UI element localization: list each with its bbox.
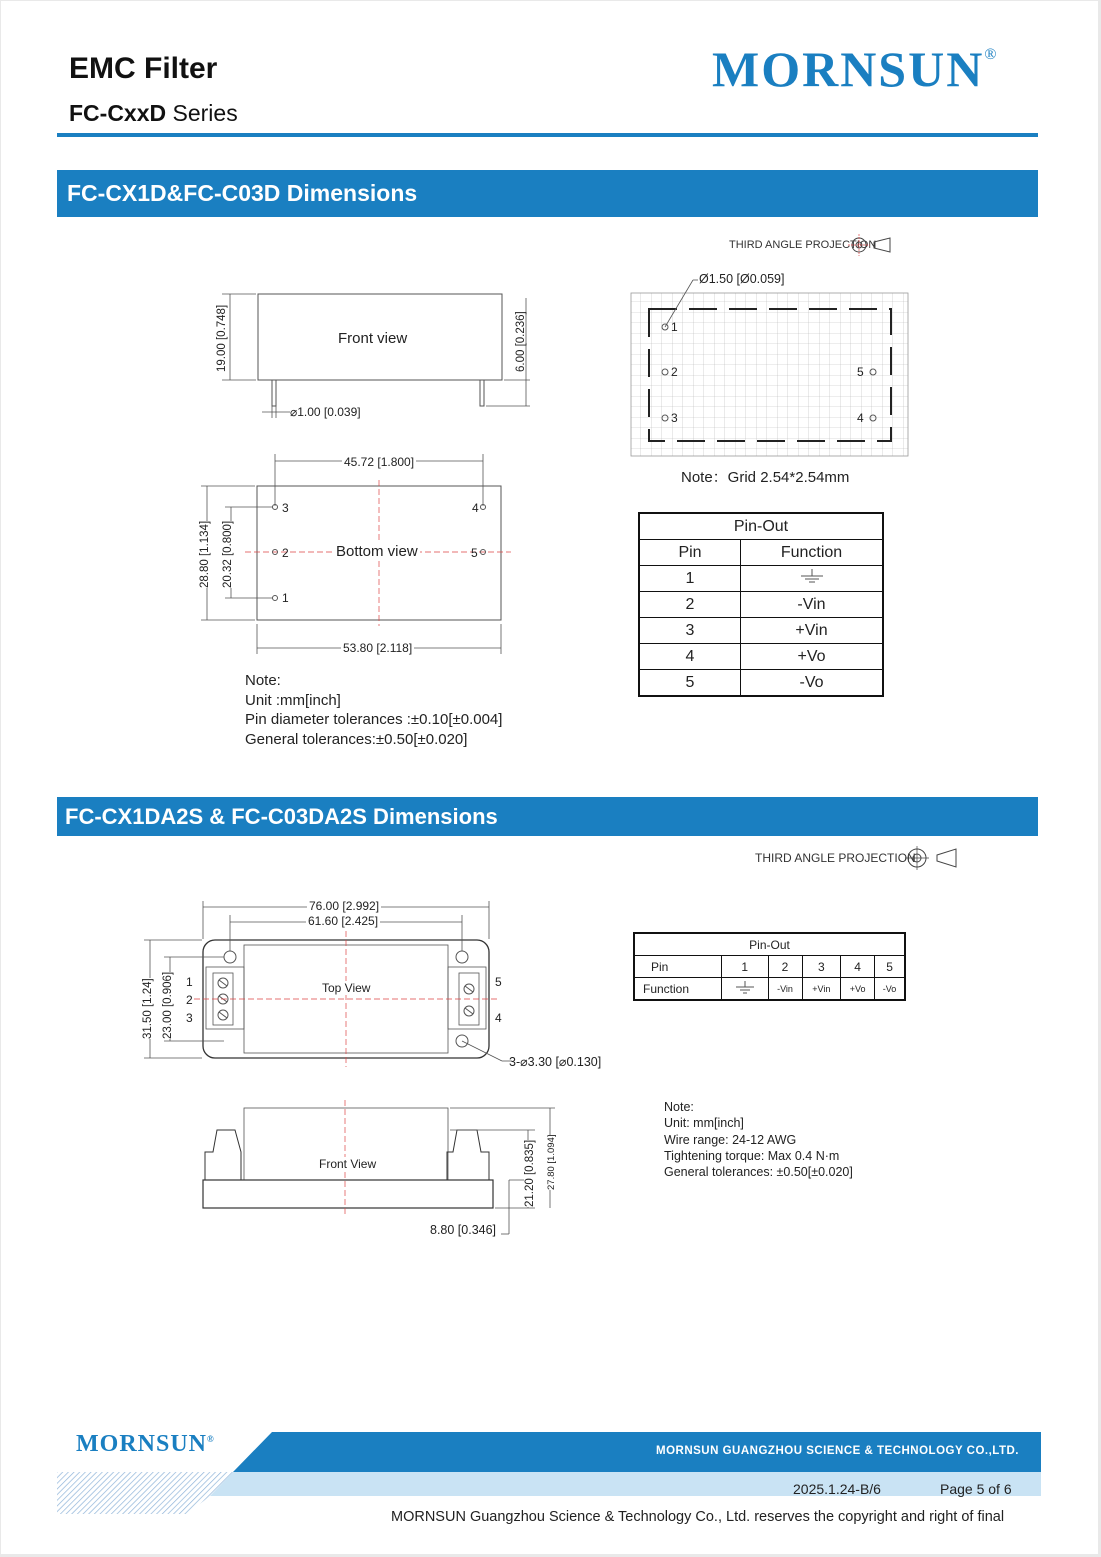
hole-span-dim: 23.00 [0.906] [162,971,174,1039]
footer-logo-text: MORNSUN [76,1431,207,1457]
registered-mark: ® [207,1434,215,1444]
pinout-header-pin: Pin [639,540,741,566]
pinout-function: -Vo [875,978,905,1001]
body-height-dim: 21.20 [0.835] [524,1139,536,1207]
pin-diameter-dim: ⌀1.00 [0.039] [290,405,361,419]
mount-holes-dim: 3-⌀3.30 [⌀0.130] [509,1055,602,1069]
pinout-function: -Vo [741,670,884,697]
bottom-pin-label: 5 [471,546,478,560]
pinout-caption: Pin-Out [639,513,883,540]
pinout-function: +Vin [741,618,884,644]
page [1,1,1098,1554]
pinout-header-function: Function [741,540,884,566]
pin-length-dim: 6.00 [0.236] [515,311,527,372]
section1-notes [245,671,502,749]
pinout-pin: 2 [768,956,802,978]
pinout-table [638,512,884,697]
pinout-pin: 2 [639,592,741,618]
note-line: General tolerances: ±0.50[±0.020] [664,1165,853,1180]
front-view-2-label: Front View [319,1157,377,1171]
overall-width-dim: 76.00 [2.992] [309,899,380,913]
pinout-function: +Vo [741,644,884,670]
bottom-width-dim: 53.80 [2.118] [343,641,413,655]
note-line: Pin diameter tolerances :±0.10[±0.004] [245,711,503,728]
bottom-pin-label: 4 [472,501,479,515]
pinout-pin: 5 [875,956,905,978]
bottom-pin-span-dim: 20.32 [0.800] [222,520,234,588]
terminal-label: 3 [186,1011,193,1025]
pinout-row-pin-label: Pin [634,956,722,978]
pinout-function [722,978,769,1001]
base-height-dim: 8.80 [0.346] [430,1223,497,1237]
terminal-label: 1 [186,975,193,989]
bottom-height-dim: 28.80 [1.134] [199,520,211,588]
grid-pin-label: 4 [857,411,864,425]
hole-diameter-dim: Ø1.50 [Ø0.059] [699,272,785,286]
registered-mark: ® [984,46,999,63]
front-height-dim: 19.00 [0.748] [216,304,228,372]
note-line: Note: [664,1100,694,1114]
grid-pin-label: 5 [857,365,864,379]
series-name [69,100,238,127]
note-line: Unit: mm[inch] [664,1116,744,1131]
bottom-pin-label: 2 [282,546,289,560]
section-title-bar: FC-CX1D&FC-C03D Dimensions [57,170,1038,217]
terminal-label: 5 [495,975,502,989]
pinout-function: -Vin [768,978,802,1001]
note-line: Tightening torque: Max 0.4 N·m [664,1148,840,1163]
pinout-function: -Vin [741,592,884,618]
section2-notes [664,1099,853,1180]
pinout-row-function-label: Function [634,978,722,1001]
note-line: Wire range: 24-12 AWG [664,1132,797,1147]
bottom-view-label: Bottom view [336,543,418,560]
front-view-label: Front view [338,330,408,347]
footer-company: MORNSUN GUANGZHOU SCIENCE & TECHNOLOGY CO.,LTD. [656,1445,1019,1457]
series-name-suffix: Series [166,100,238,126]
grid-pin-label: 2 [671,365,678,379]
footer-date: 2025.1.24-B/6 [793,1481,881,1497]
pinout-pin: 4 [639,644,741,670]
logo-text: MORNSUN [712,41,985,97]
pinout-function: +Vo [841,978,875,1001]
projection-symbol-icon [848,234,894,256]
bottom-pin-label: 1 [282,591,289,605]
pinout-pin: 4 [841,956,875,978]
header-rule [57,133,1038,137]
pinout-table-2 [633,932,906,1001]
pinout-caption: Pin-Out [634,933,905,956]
series-name-bold: FC-CxxD [69,100,167,126]
bottom-pitch-dim: 45.72 [1.800] [344,455,415,469]
grid-pin-label: 1 [671,320,678,334]
pinout-pin: 1 [722,956,769,978]
top-view-label: Top View [322,981,371,995]
document-title: EMC Filter [69,52,218,85]
terminal-label: 4 [495,1011,502,1025]
pinout-function: +Vin [802,978,841,1001]
projection-symbol-icon [905,846,959,870]
bottom-pin-label: 3 [282,501,289,515]
section-title-bar: FC-CX1DA2S & FC-C03DA2S Dimensions [57,797,1038,836]
footer-copyright: MORNSUN Guangzhou Science & Technology Co., Ltd. reserves the copyright and right of final [391,1509,1005,1525]
overall-height-dim: 31.50 [1.24] [142,978,154,1039]
grid-note: Note：Grid 2.54*2.54mm [681,469,850,486]
projection-label: THIRD ANGLE PROJECTION [755,851,916,865]
projection-label: THIRD ANGLE PROJECTION [729,239,877,251]
pinout-pin: 5 [639,670,741,697]
pinout-pin: 3 [802,956,841,978]
note-line: Note: [245,672,281,689]
total-height-dim: 27.80 [1.094] [546,1134,557,1190]
front-view-2-drawing [195,1100,565,1240]
pinout-function [741,566,884,592]
ground-icon [734,980,756,994]
ground-icon [799,568,825,584]
note-line: General tolerances:±0.50[±0.020] [245,730,468,748]
pinout-pin: 3 [639,618,741,644]
pinout-pin: 1 [639,566,741,592]
footer-logo [76,1431,215,1458]
note-line: Unit :mm[inch] [245,691,341,709]
terminal-label: 2 [186,993,193,1007]
mornsun-logo [712,40,998,98]
page-number: Page 5 of 6 [940,1481,1012,1497]
front-view-drawing [200,270,540,430]
hole-pitch-dim: 61.60 [2.425] [308,914,379,928]
grid-pin-label: 3 [671,411,678,425]
